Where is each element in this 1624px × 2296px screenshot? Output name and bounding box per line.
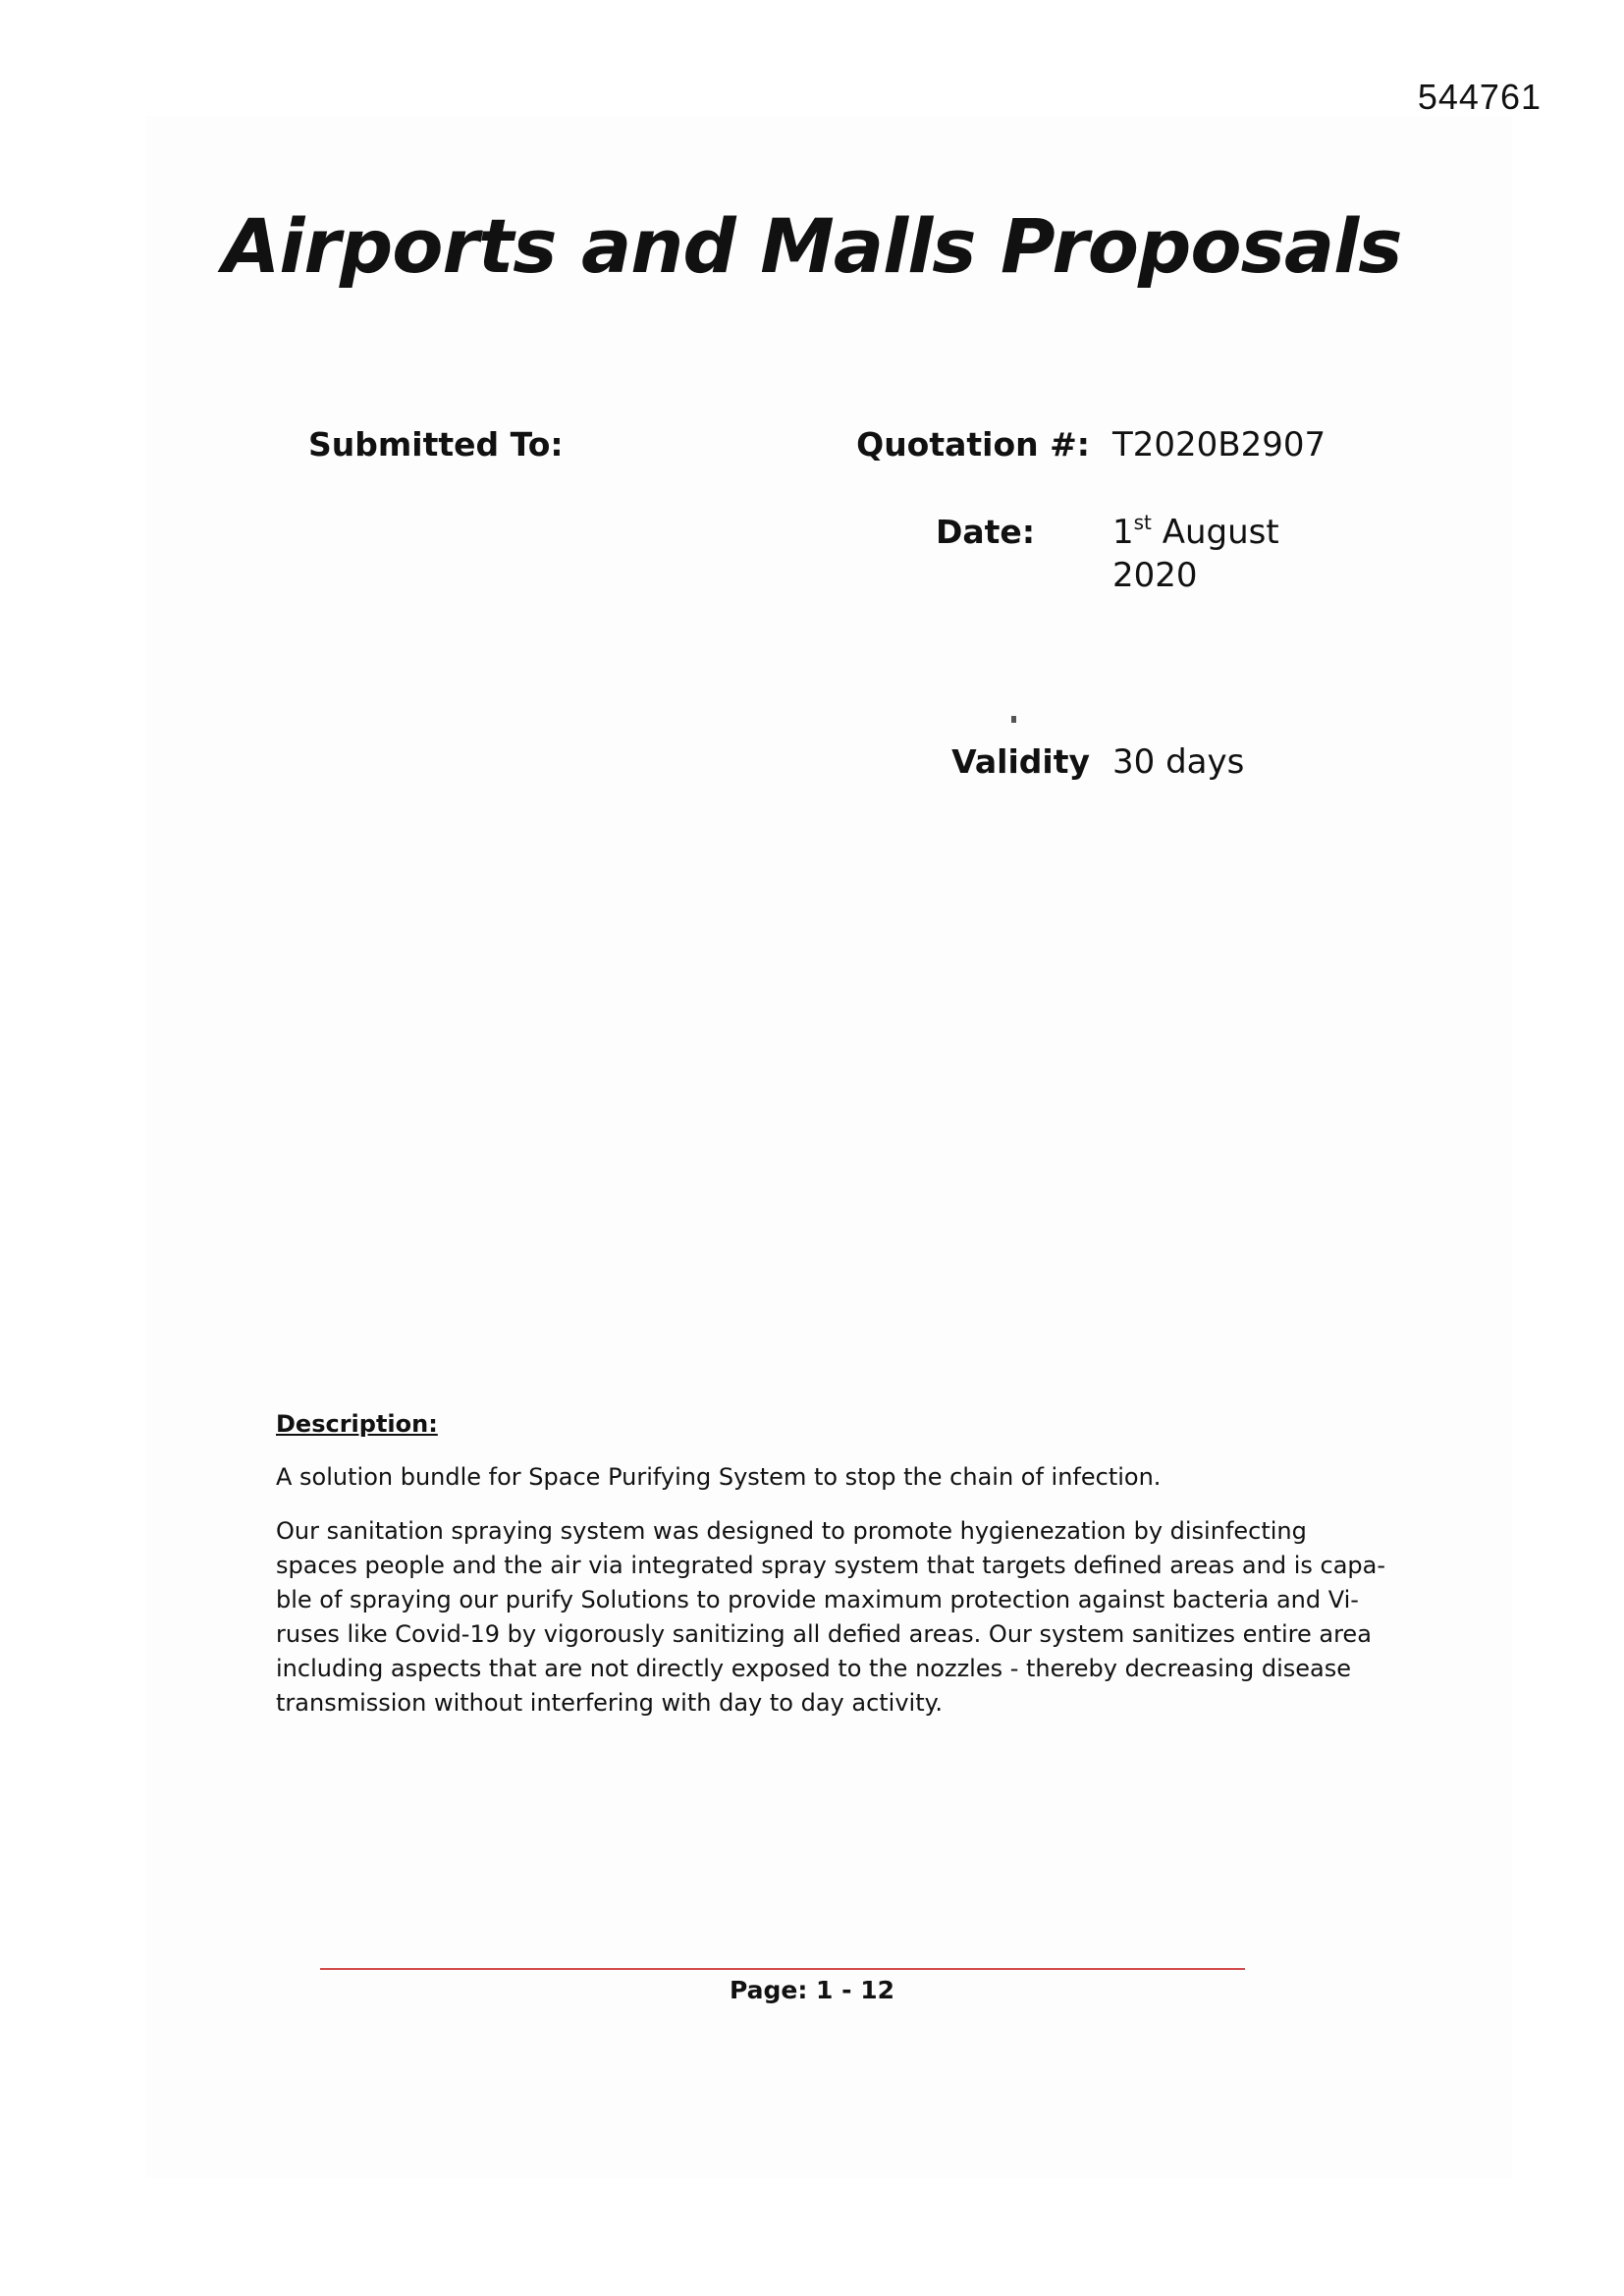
date-label: Date: xyxy=(936,513,1036,551)
quotation-number: T2020B2907 xyxy=(1112,425,1326,465)
submitted-to-label: Submitted To: xyxy=(308,425,564,464)
description-body-line: spaces people and the air via integrated spray system that targets defined areas and is capa- xyxy=(276,1552,1386,1579)
description-body-line: ble of spraying our purify Solutions to provide maximum protection against bacteria and Vi- xyxy=(276,1586,1359,1613)
date-month: August xyxy=(1162,513,1279,552)
validity-value: 30 days xyxy=(1112,742,1245,782)
quotation-label: Quotation #: xyxy=(856,425,1090,464)
date-year: 2020 xyxy=(1112,556,1198,595)
description-summary: A solution bundle for Space Purifying System to stop the chain of infection. xyxy=(276,1463,1162,1491)
validity-label: Validity xyxy=(951,742,1090,781)
date-ordinal-suffix: st xyxy=(1133,511,1152,534)
description-body-line: Our sanitation spraying system was designed to promote hygienezation by disinfecting xyxy=(276,1517,1307,1545)
stray-bullet-mark xyxy=(1011,716,1016,723)
page-number: Page: 1 - 12 xyxy=(729,1976,895,2004)
description-body-line: ruses like Covid-19 by vigorously sanitizing all defied areas. Our system sanitizes entire area xyxy=(276,1620,1372,1648)
date-day: 1 xyxy=(1112,513,1134,552)
date-value xyxy=(1112,511,1279,597)
description-heading: Description: xyxy=(276,1410,438,1438)
document-id: 544761 xyxy=(1417,77,1542,117)
description-body-line: transmission without interfering with day to day activity. xyxy=(276,1689,944,1717)
footer-divider xyxy=(320,1968,1245,1970)
document-title: Airports and Malls Proposals xyxy=(222,202,1402,290)
description-body-line: including aspects that are not directly exposed to the nozzles - thereby decreasing disease xyxy=(276,1655,1351,1682)
description-body xyxy=(276,1514,1386,1721)
